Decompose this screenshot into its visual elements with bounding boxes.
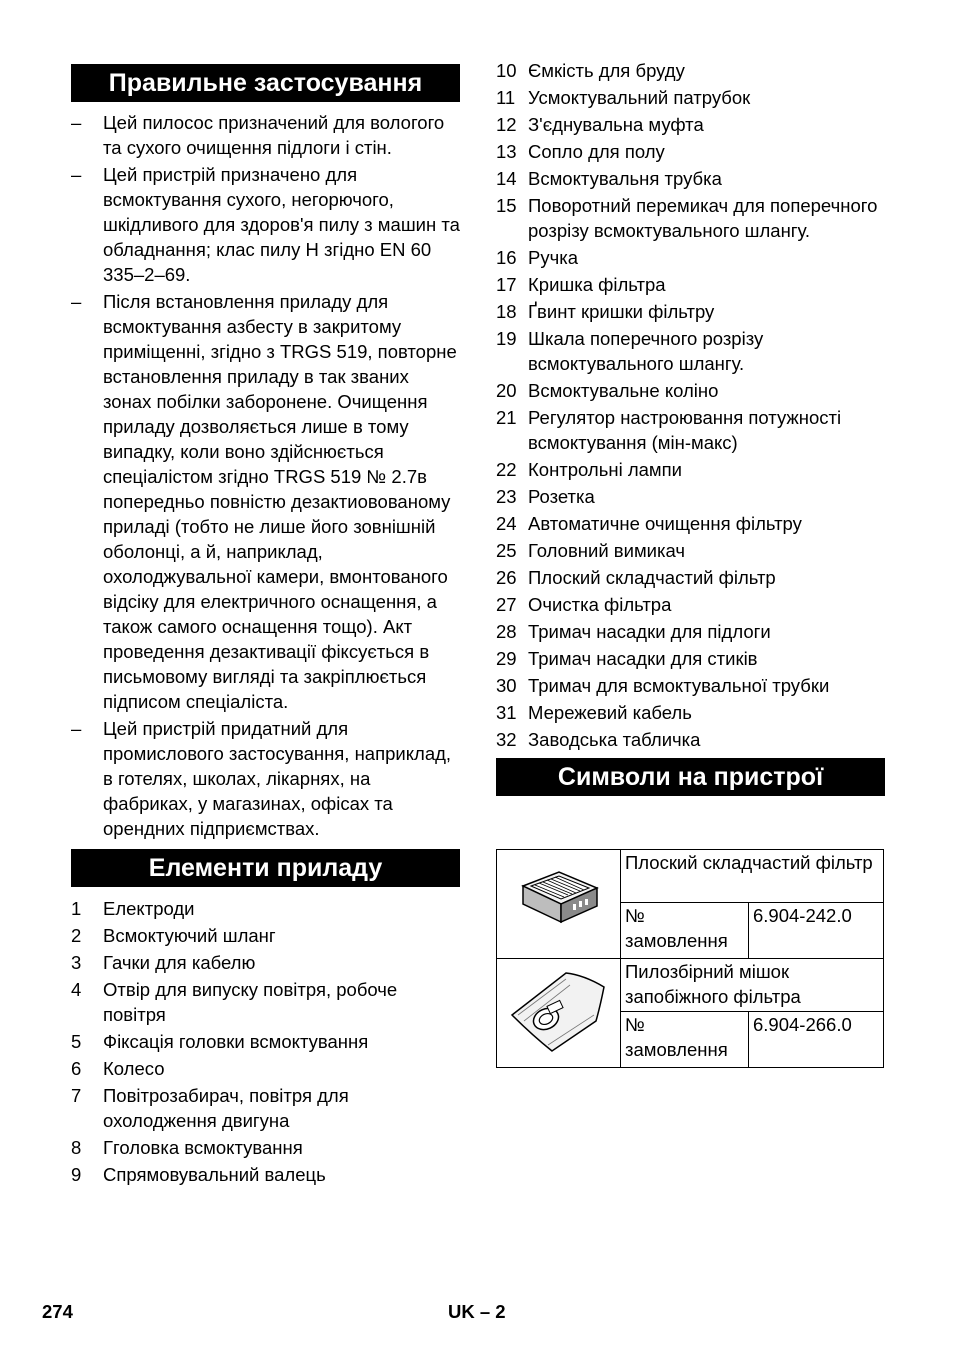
item-text: Поворотний перемикач для поперечного розрізу всмоктувального шлангу. [528,195,878,241]
item-text: Регулятор настроювання потужності всмоктування (мін-макс) [528,407,842,453]
item-text: Сопло для полу [528,141,665,162]
list-item [496,646,885,671]
list-item [496,378,885,403]
item-number: 31 [496,702,517,723]
item-text: Гачки для кабелю [103,952,256,973]
item-text: Ємкість для бруду [528,60,685,81]
dash-bullet: – [71,164,82,185]
item-text: Фіксація головки всмоктування [103,1031,369,1052]
item-number: 6 [71,1058,82,1079]
list-item [496,85,885,110]
list-item [496,112,885,137]
item-number: 22 [496,459,517,480]
right-column [496,58,885,796]
item-text: Головний вимикач [528,540,686,561]
list-item-text: Цей пилосос призначений для вологого та сухого очищення підлоги і стін. [103,112,445,158]
list-item [496,457,885,482]
list-item [71,1162,460,1187]
item-number: 23 [496,486,517,507]
item-number: 7 [71,1085,82,1106]
item-text: Розетка [528,486,595,507]
list-item [71,1083,460,1133]
list-item [71,110,460,160]
item-number: 13 [496,141,517,162]
list-item [71,716,460,841]
item-number: 10 [496,60,517,81]
item-number: 17 [496,274,517,295]
dash-bullet: – [71,291,82,312]
dash-bullet: – [71,112,82,133]
table-row [497,959,884,1012]
list-item [71,896,460,921]
list-item [496,405,885,455]
list-item [496,166,885,191]
item-number: 21 [496,407,517,428]
elements-list-left [71,896,460,1187]
item-number: 19 [496,328,517,349]
list-item [496,299,885,324]
list-item [71,1056,460,1081]
list-item [496,700,885,725]
list-item [496,592,885,617]
list-item [71,977,460,1027]
item-text: Автоматичне очищення фільтру [528,513,802,534]
list-item [71,162,460,287]
item-text: Гголовка всмоктування [103,1137,303,1158]
item-number: 20 [496,380,517,401]
item-number: 29 [496,648,517,669]
list-item [71,1029,460,1054]
item-text: Кришка фільтра [528,274,666,295]
item-text: Тримач насадки для стиків [528,648,758,669]
symbol-name: Пилозбірний мішок запобіжного фільтра [621,959,884,1012]
list-item [496,193,885,243]
item-number: 24 [496,513,517,534]
item-text: Всмоктувальне коліно [528,380,719,401]
item-text: Колесо [103,1058,165,1079]
list-item [71,289,460,714]
item-number: 1 [71,898,82,919]
item-number: 15 [496,195,517,216]
list-item [496,565,885,590]
item-text: Всмоктувальня трубка [528,168,722,189]
list-item [496,538,885,563]
list-item [496,326,885,376]
item-number: 16 [496,247,517,268]
list-item [71,923,460,948]
item-number: 11 [496,87,516,108]
order-label: № замовлення [621,903,749,959]
list-item [496,272,885,297]
symbol-name: Плоский складчастий фільтр [621,850,884,903]
item-number: 26 [496,567,517,588]
item-number: 28 [496,621,517,642]
page-label: UK – 2 [448,1301,506,1322]
item-text: Тримач для всмоктувальної трубки [528,675,830,696]
item-text: Тримач насадки для підлоги [528,621,771,642]
item-text: З'єднувальна муфта [528,114,704,135]
item-number: 2 [71,925,82,946]
intended-use-list [71,110,460,841]
item-text: Мережевий кабель [528,702,692,723]
item-number: 8 [71,1137,82,1158]
list-item [496,484,885,509]
item-text: Всмоктуючий шланг [103,925,276,946]
elements-heading: Елементи приладу [71,849,460,887]
order-label: № замовлення [621,1012,749,1068]
list-item [496,245,885,270]
list-item [496,727,885,752]
dust-bag-icon [497,959,621,1068]
table-row [497,850,884,903]
item-number: 3 [71,952,82,973]
list-item-text: Цей пристрій призначено для всмоктування сухого, негорючого, шкідливого для здоров'я пилу з машин та обладнання; клас пилу H згідно EN 60 335–2–69. [103,164,460,285]
left-column [71,64,460,1189]
item-number: 4 [71,979,82,1000]
symbols-heading: Символи на пристрої [496,758,885,796]
item-number: 5 [71,1031,82,1052]
list-item [496,511,885,536]
item-text: Ґвинт кришки фільтру [528,301,715,322]
item-number: 27 [496,594,517,615]
item-number: 25 [496,540,517,561]
item-text: Отвір для випуску повітря, робоче повітря [103,979,398,1025]
list-item [71,1135,460,1160]
item-text: Електроди [103,898,195,919]
list-item-text: Цей пристрій придатний для промислового застосування, наприклад, в готелях, школах, лікарнях, на фабриках, у магазинах, офісах та орендних підприємствах. [103,718,452,839]
item-text: Заводська табличка [528,729,701,750]
order-number: 6.904-242.0 [749,903,884,959]
item-text: Контрольні лампи [528,459,682,480]
item-text: Ручка [528,247,579,268]
page-number: 274 [42,1301,73,1322]
list-item [71,950,460,975]
item-number: 18 [496,301,517,322]
list-item [496,619,885,644]
list-item [496,673,885,698]
item-number: 9 [71,1164,82,1185]
list-item-text: Після встановлення приладу для всмоктування азбесту в закритому приміщенні, згідно з TRGS 519, повторне встановлення приладу в так званих зонах побілки заборонене. Очищення приладу дозволяється лише в тому випадку, коли воно здійснюється спеціалістом згідно TRGS 519 № 2.7в попередньо повністю дезактиовованому приладі (тобто не лише його зовнішній оболонці, а й, наприклад, охолоджувальної камери, вмонтованого відсіку для електричного оснащення, а також самого оснащення тощо). Акт проведення дезактивації фіксується в письмовому вигляді та закріплюється підписом спеціаліста. [103,291,457,712]
item-text: Очистка фільтра [528,594,672,615]
item-number: 12 [496,114,517,135]
item-text: Спрямовувальний валець [103,1164,326,1185]
item-number: 30 [496,675,517,696]
item-text: Шкала поперечного розрізу всмоктувального шлангу. [528,328,764,374]
order-number: 6.904-266.0 [749,1012,884,1068]
item-text: Повітрозабирач, повітря для охолодження двигуна [103,1085,349,1131]
item-text: Усмоктувальний патрубок [528,87,751,108]
item-number: 32 [496,729,517,750]
dash-bullet: – [71,718,82,739]
list-item [496,58,885,83]
item-text: Плоский складчастий фільтр [528,567,776,588]
intended-use-heading: Правильне застосування [71,64,460,102]
list-item [496,139,885,164]
flat-pleated-filter-icon [497,850,621,959]
symbols-table [496,849,884,1068]
item-number: 14 [496,168,517,189]
elements-list-right [496,58,885,752]
